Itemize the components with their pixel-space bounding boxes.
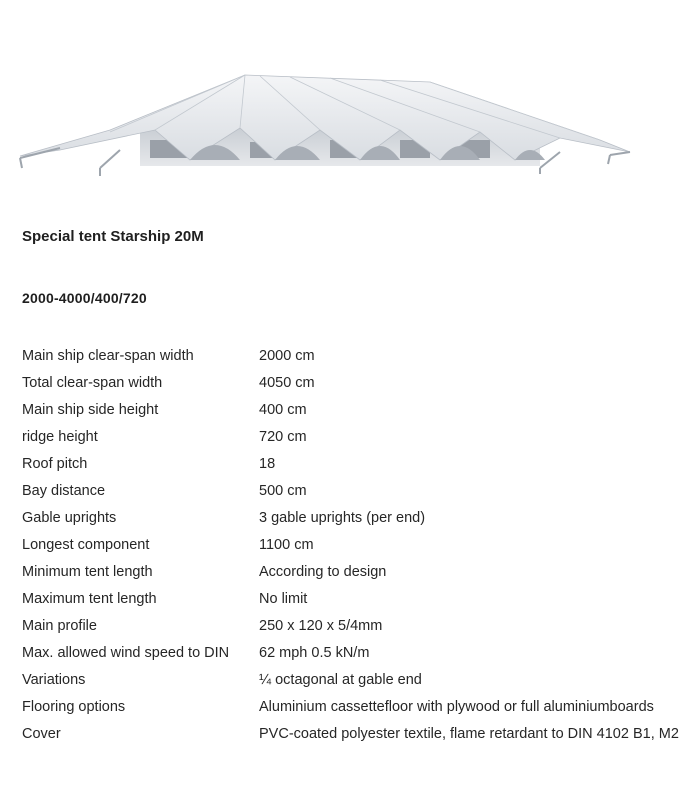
spec-value: 3 gable uprights (per end) — [259, 510, 426, 526]
spec-row — [22, 483, 679, 510]
spec-row — [22, 510, 679, 537]
spec-row — [22, 456, 679, 483]
spec-value: 18 — [259, 456, 276, 472]
spec-value: According to design — [259, 564, 387, 580]
spec-value: ¼ octagonal at gable end — [259, 672, 422, 688]
spec-label: Variations — [22, 672, 86, 688]
spec-value: 4050 cm — [259, 375, 315, 391]
spec-label: Max. allowed wind speed to DIN — [22, 645, 230, 661]
spec-label: Minimum tent length — [22, 564, 153, 580]
spec-row — [22, 402, 679, 429]
spec-label: Cover — [22, 726, 61, 742]
spec-value: 250 x 120 x 5/4mm — [259, 618, 383, 634]
spec-row — [22, 564, 679, 591]
product-code: 2000-4000/400/720 — [22, 290, 147, 306]
spec-label: Maximum tent length — [22, 591, 157, 607]
spec-value: 400 cm — [259, 402, 307, 418]
spec-row — [22, 429, 679, 456]
spec-label: ridge height — [22, 429, 98, 445]
spec-row — [22, 348, 679, 375]
spec-row — [22, 375, 679, 402]
spec-value: 2000 cm — [259, 348, 315, 364]
spec-row — [22, 537, 679, 564]
spec-label: Main ship side height — [22, 402, 159, 418]
spec-row — [22, 672, 679, 699]
spec-row — [22, 726, 679, 753]
spec-row — [22, 591, 679, 618]
spec-row — [22, 699, 679, 726]
product-title: Special tent Starship 20M — [22, 228, 204, 245]
spec-label: Roof pitch — [22, 456, 88, 472]
spec-value: 720 cm — [259, 429, 307, 445]
spec-label: Total clear-span width — [22, 375, 163, 391]
spec-value: 1100 cm — [259, 537, 314, 553]
spec-label: Flooring options — [22, 699, 126, 715]
spec-label: Main profile — [22, 618, 97, 634]
spec-value: 62 mph 0.5 kN/m — [259, 645, 370, 661]
spec-label: Main ship clear-span width — [22, 348, 194, 364]
spec-label: Bay distance — [22, 483, 106, 499]
spec-row — [22, 645, 679, 672]
spec-value: No limit — [259, 591, 308, 607]
spec-label: Longest component — [22, 537, 150, 553]
spec-row — [22, 618, 679, 645]
tent-illustration — [0, 60, 700, 190]
spec-table — [22, 348, 679, 753]
spec-value: PVC-coated polyester textile, flame retardant to DIN 4102 B1, M2 — [259, 726, 679, 742]
spec-value: Aluminium cassettefloor with plywood or full aluminiumboards — [259, 699, 654, 715]
spec-value: 500 cm — [259, 483, 307, 499]
spec-label: Gable uprights — [22, 510, 117, 526]
